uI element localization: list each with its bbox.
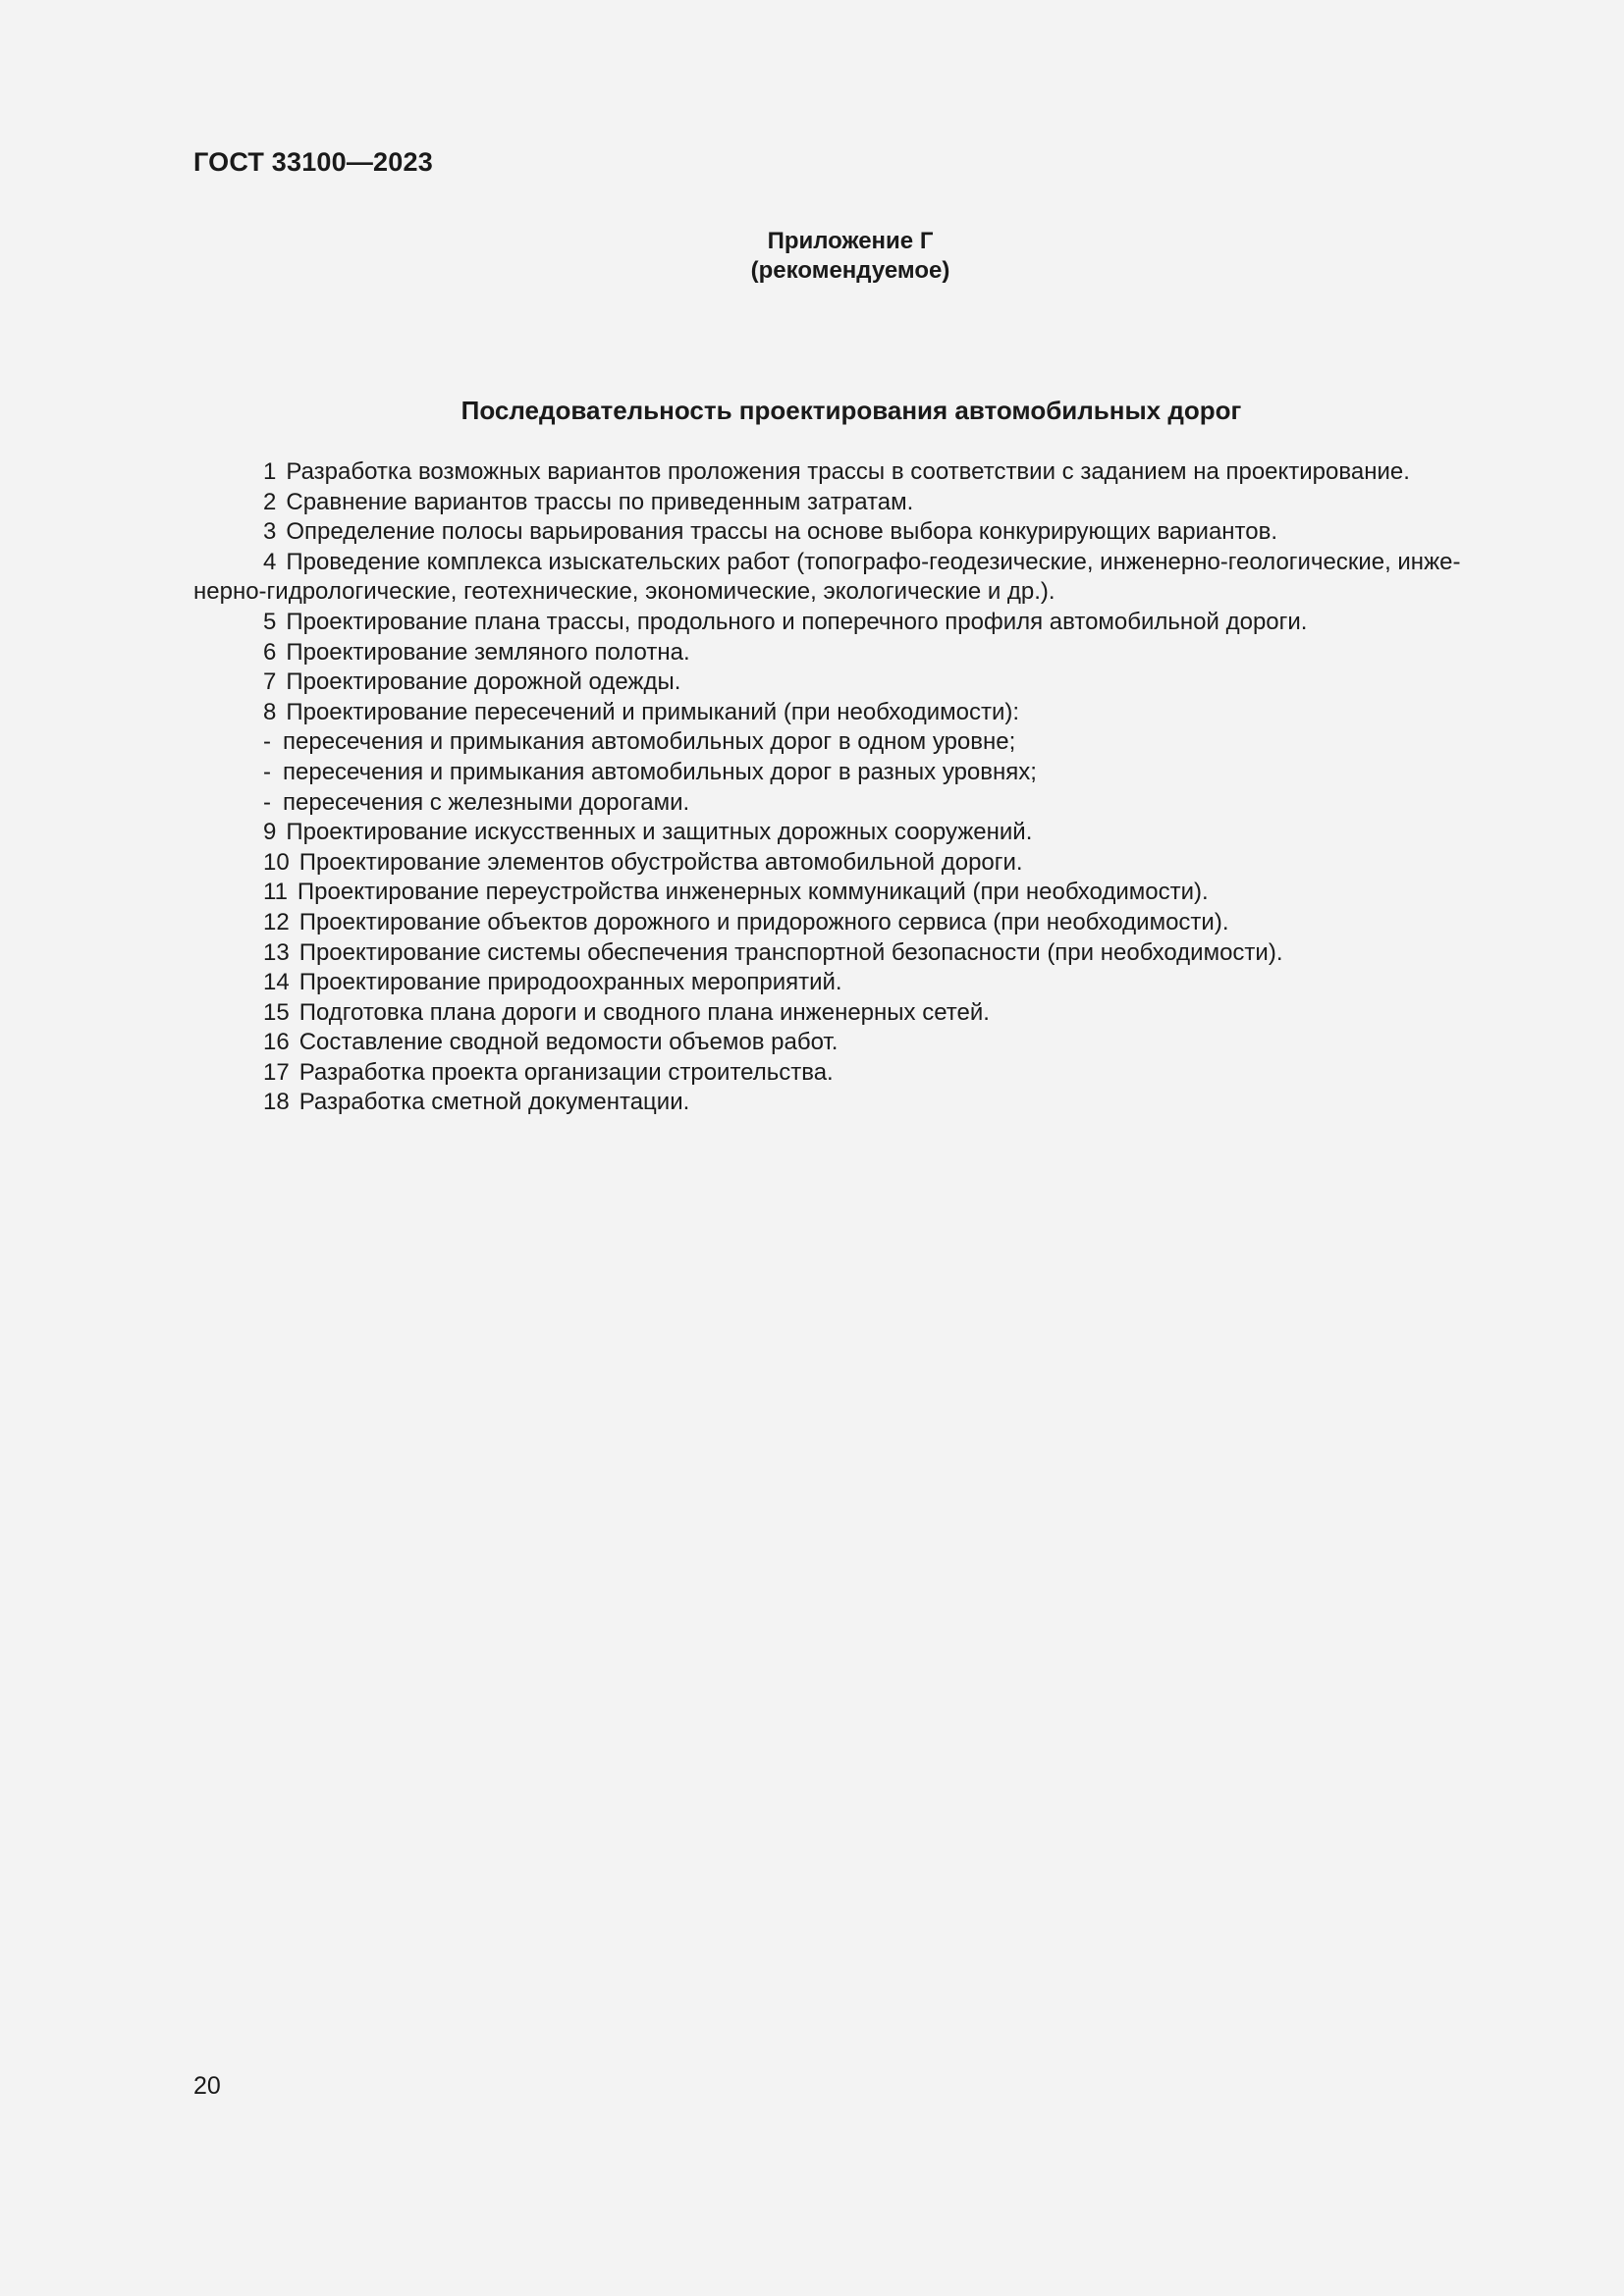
list-item xyxy=(193,968,1509,998)
item-text: Сравнение вариантов трассы по приведенным затратам. xyxy=(286,488,914,515)
list-item xyxy=(193,998,1509,1029)
item-text: Проектирование объектов дорожного и придорожного сервиса (при необходимости). xyxy=(298,908,1229,935)
item-list xyxy=(193,457,1509,1118)
list-item xyxy=(193,908,1509,938)
document-code: ГОСТ 33100—2023 xyxy=(193,147,433,177)
item-text: пересечения с железными дорогами. xyxy=(283,788,690,816)
item-number: 17 xyxy=(263,1058,290,1086)
item-text: Разработка проекта организации строительства. xyxy=(298,1058,834,1086)
list-item xyxy=(193,1028,1509,1058)
item-number: 14 xyxy=(263,969,290,996)
item-text: Проектирование земляного полотна. xyxy=(286,638,690,666)
item-number: 18 xyxy=(263,1089,290,1116)
list-item xyxy=(193,878,1509,908)
item-text: Подготовка плана дороги и сводного плана инженерных сетей. xyxy=(298,998,990,1026)
item-text: пересечения и примыкания автомобильных дорог в одном уровне; xyxy=(283,728,1016,756)
list-item xyxy=(193,548,1509,608)
list-item xyxy=(193,698,1509,728)
item-text: Проведение комплекса изыскательских работ (топографо-геодезические, инженерно-геологические, инже-нерно-гидрологические, геотехнические, экономические, экологические и др.). xyxy=(193,548,1461,606)
list-item xyxy=(193,608,1509,638)
page-number: 20 xyxy=(193,2072,221,2100)
list-item xyxy=(193,638,1509,668)
list-item xyxy=(193,818,1509,848)
item-dash: - xyxy=(263,758,271,785)
item-number: 13 xyxy=(263,938,290,966)
list-item xyxy=(193,488,1509,518)
item-number: 8 xyxy=(263,698,277,725)
list-item xyxy=(193,938,1509,969)
item-number: 12 xyxy=(263,908,290,935)
item-number: 7 xyxy=(263,668,277,696)
item-text: Проектирование дорожной одежды. xyxy=(286,668,681,696)
list-item xyxy=(193,517,1509,548)
item-text: Проектирование системы обеспечения транспортной безопасности (при необходимости). xyxy=(298,938,1283,966)
item-text: пересечения и примыкания автомобильных дорог в разных уровнях; xyxy=(283,758,1037,785)
list-item xyxy=(193,457,1509,488)
item-text: Проектирование элементов обустройства автомобильной дороги. xyxy=(298,848,1023,876)
item-text: Определение полосы варьирования трассы на основе выбора конкурирующих вариантов. xyxy=(286,518,1278,546)
item-number: 3 xyxy=(263,518,277,546)
section-title: Последовательность проектирования автомобильных дорог xyxy=(460,396,1242,425)
item-text: Проектирование переустройства инженерных коммуникаций (при необходимости). xyxy=(297,879,1209,906)
item-number: 16 xyxy=(263,1029,290,1056)
item-text: Составление сводной ведомости объемов работ. xyxy=(298,1029,839,1056)
item-text: Проектирование плана трассы, продольного и поперечного профиля автомобильной дороги. xyxy=(286,608,1308,635)
item-dash: - xyxy=(263,788,271,816)
item-text: Проектирование пересечений и примыканий (при необходимости): xyxy=(286,698,1020,725)
item-number: 4 xyxy=(263,548,277,575)
appendix-title: Приложение Г xyxy=(767,228,934,254)
list-subitem xyxy=(193,727,1509,758)
item-text: Разработка возможных вариантов проложения трассы в соответствии с заданием на проектирование. xyxy=(286,458,1410,485)
item-text: Проектирование искусственных и защитных дорожных сооружений. xyxy=(286,819,1033,846)
item-number: 11 xyxy=(263,879,288,906)
list-item xyxy=(193,1058,1509,1089)
list-item xyxy=(193,667,1509,698)
list-subitem xyxy=(193,758,1509,788)
item-number: 15 xyxy=(263,998,290,1026)
appendix-heading xyxy=(556,227,1145,286)
list-subitem xyxy=(193,788,1509,819)
appendix-subtitle: (рекомендуемое) xyxy=(750,257,950,284)
list-item xyxy=(193,1088,1509,1118)
list-item xyxy=(193,848,1509,879)
item-number: 6 xyxy=(263,638,277,666)
item-text: Разработка сметной документации. xyxy=(298,1089,690,1116)
item-number: 2 xyxy=(263,488,277,515)
item-number: 1 xyxy=(263,458,277,485)
item-number: 10 xyxy=(263,848,290,876)
item-text: Проектирование природоохранных мероприятий. xyxy=(298,969,842,996)
item-number: 5 xyxy=(263,608,277,635)
item-dash: - xyxy=(263,728,271,756)
item-number: 9 xyxy=(263,819,277,846)
